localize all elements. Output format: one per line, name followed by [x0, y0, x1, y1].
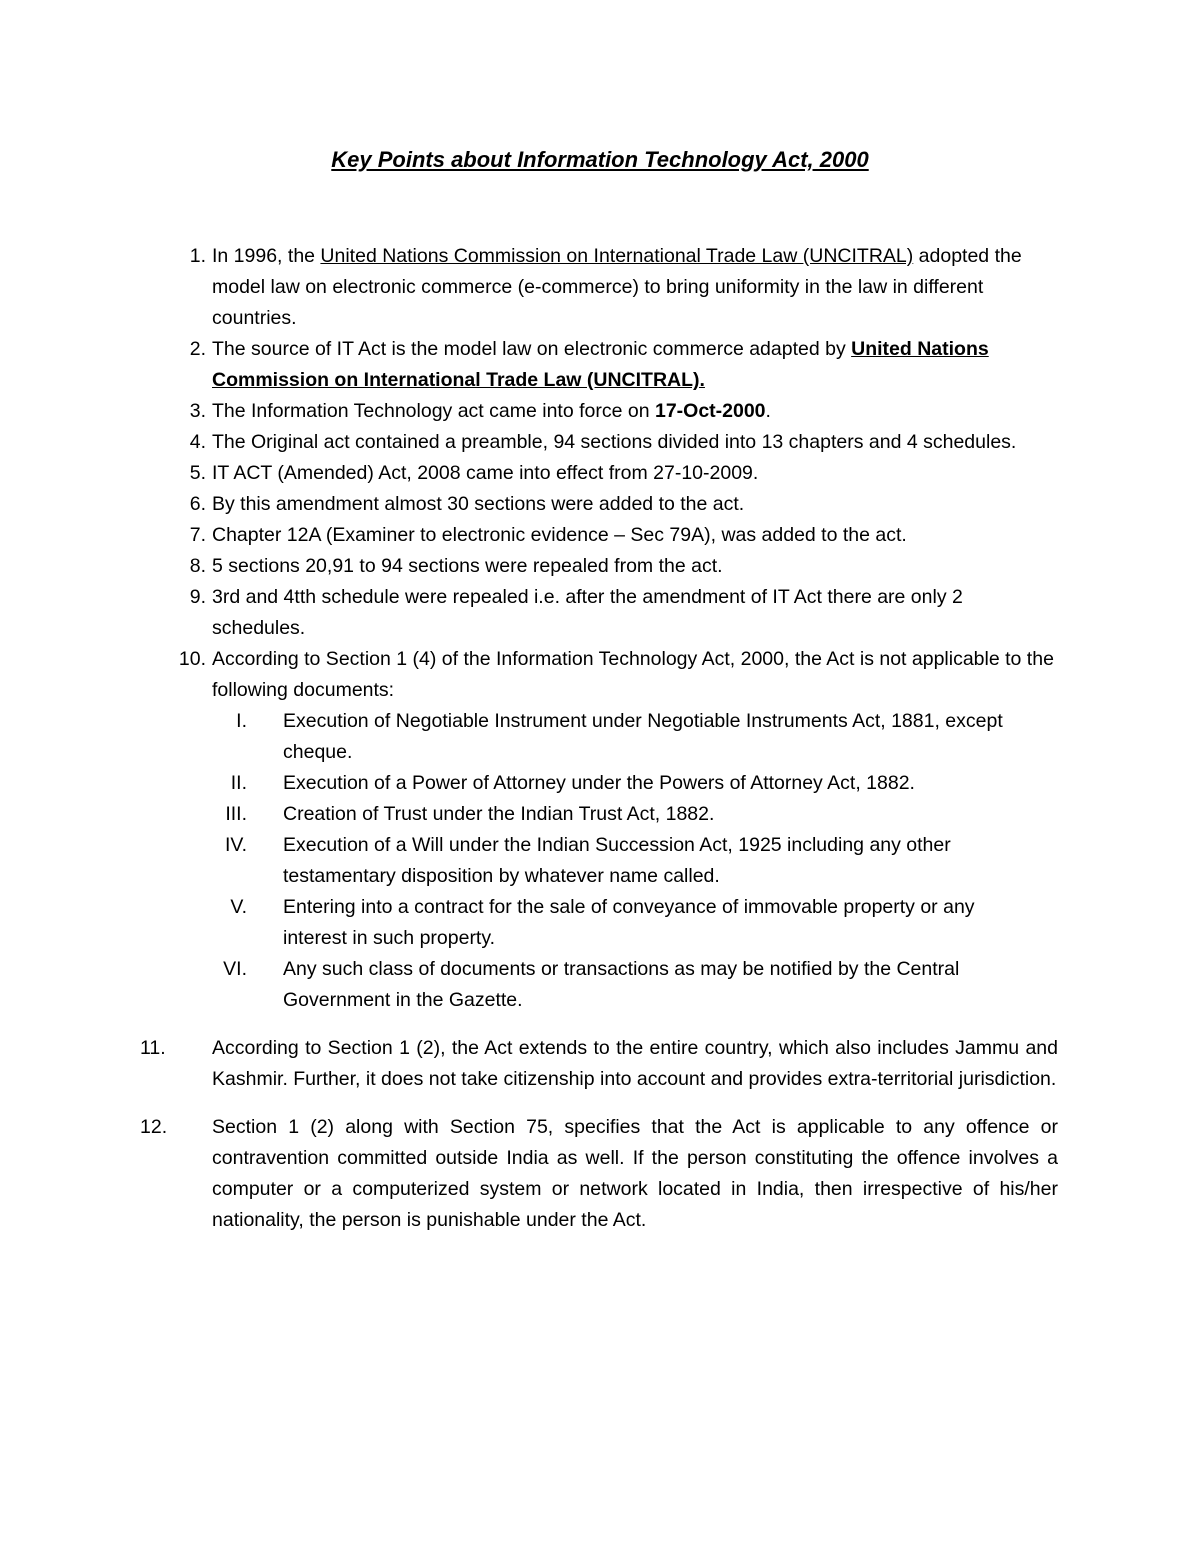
list-item-5	[0, 458, 1058, 489]
force-date: 17-Oct-2000	[654, 400, 766, 422]
sub-item-text: Any such class of documents or transactions as may be notified by the Central Government in the Gazette.	[283, 958, 960, 1011]
item-number: 2.	[189, 338, 206, 360]
sub-item-4	[0, 830, 1043, 892]
item-text: 5 sections 20,91 to 94 sections were repealed from the act.	[212, 555, 723, 577]
roman-numeral: IV.	[224, 834, 247, 856]
roman-numeral: II.	[230, 772, 247, 794]
uncitral-link: United Nations Commission on International Trade Law (UNCITRAL).	[212, 338, 989, 391]
item-number: 9.	[189, 586, 206, 608]
document-title: Key Points about Information Technology Act, 2000	[331, 147, 869, 172]
list-item-1	[0, 241, 1058, 334]
item-text: In 1996, the	[212, 245, 321, 267]
key-points-list	[0, 241, 1200, 1236]
item-text: .	[765, 400, 771, 422]
item-number: 11.	[140, 1037, 166, 1059]
item-text: IT ACT (Amended) Act, 2008 came into effect from 27-10-2009.	[212, 462, 759, 484]
sub-item-text: Entering into a contract for the sale of conveyance of immovable property or any interest in such property.	[283, 896, 975, 949]
list-item-7	[0, 520, 1058, 551]
item-number: 8.	[189, 555, 206, 577]
item-text: According to Section 1 (4) of the Information Technology Act, 2000, the Act is not applicable to the following documents:	[212, 648, 1054, 701]
item-number: 1.	[189, 245, 206, 267]
roman-numeral: I.	[236, 710, 247, 732]
item-number: 7.	[189, 524, 206, 546]
item-text: adopted the model law on electronic commerce (e-commerce) to bring uniformity in the law in different countries.	[212, 245, 1022, 329]
sub-item-text: Execution of a Power of Attorney under the Powers of Attorney Act, 1882.	[283, 772, 915, 794]
item-number: 6.	[189, 493, 206, 515]
list-item-8	[0, 551, 1058, 582]
list-item-11	[0, 1033, 1058, 1095]
list-item-12	[0, 1112, 1058, 1236]
sub-item-2	[0, 768, 1043, 799]
item-text: According to Section 1 (2), the Act extends to the entire country, which also includes Jammu and Kashmir. Further, it does not take citizenship into account and provides extra-territorial jurisdiction.	[212, 1037, 1058, 1090]
list-item-3	[0, 396, 1058, 427]
sub-item-text: Execution of Negotiable Instrument under Negotiable Instruments Act, 1881, except cheque.	[283, 710, 1003, 763]
sub-item-5	[0, 892, 1043, 954]
roman-numeral: III.	[225, 803, 247, 825]
list-item-4	[0, 427, 1058, 458]
item-text: The Information Technology act came into force on	[212, 400, 655, 422]
item-text: The source of IT Act is the model law on electronic commerce adapted by	[212, 338, 852, 360]
sub-item-3	[0, 799, 1043, 830]
sub-item-text: Creation of Trust under the Indian Trust Act, 1882.	[283, 803, 715, 825]
item-number: 3.	[189, 400, 206, 422]
list-item-10	[0, 644, 1058, 706]
item-number: 12.	[140, 1116, 168, 1138]
item-text: 3rd and 4tth schedule were repealed i.e. after the amendment of IT Act there are only 2 schedules.	[212, 586, 963, 639]
item-number: 10.	[178, 648, 206, 670]
sub-item-text: Execution of a Will under the Indian Succession Act, 1925 including any other testamentary disposition by whatever name called.	[283, 834, 951, 887]
item-text: Section 1 (2) along with Section 75, specifies that the Act is applicable to any offence or contravention committed outside India as well. If the person constituting the offence involves a computer or a computerized system or network located in India, then irrespective of his/her nationality, the person is punishable under the Act.	[212, 1116, 1058, 1231]
list-item-9	[0, 582, 1058, 644]
item-text: By this amendment almost 30 sections were added to the act.	[212, 493, 745, 515]
item-number: 4.	[189, 431, 206, 453]
uncitral-link: United Nations Commission on International Trade Law (UNCITRAL)	[320, 245, 914, 267]
item-text: Chapter 12A (Examiner to electronic evidence – Sec 79A), was added to the act.	[212, 524, 907, 546]
roman-numeral: V.	[230, 896, 247, 918]
sub-item-1	[0, 706, 1043, 768]
list-item-2	[0, 334, 1058, 396]
sub-item-6	[0, 954, 1043, 1016]
roman-numeral: VI.	[223, 958, 247, 980]
item-number: 5.	[189, 462, 206, 484]
item-text: The Original act contained a preamble, 94 sections divided into 13 chapters and 4 schedules.	[212, 431, 1017, 453]
list-item-6	[0, 489, 1058, 520]
